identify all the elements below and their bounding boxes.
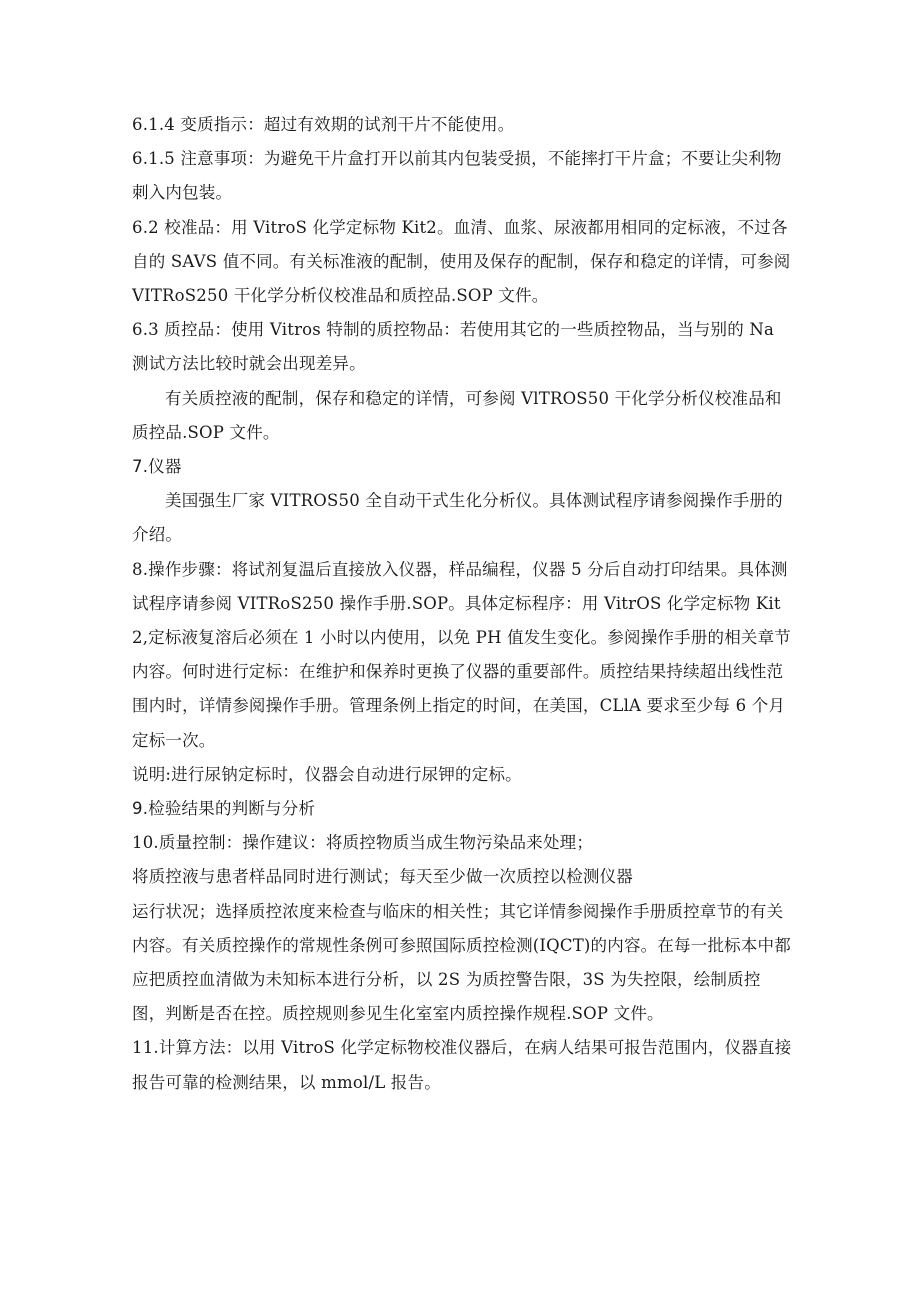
heading-7-instrument: 7.仪器 bbox=[132, 457, 182, 477]
paragraph-11-calculation: 11.计算方法：以用 VitroS 化学定标物校准仪器后，在病人结果可报告范围内，仪器直接报告可靠的检测结果，以 mmol/L 报告。 bbox=[132, 1038, 792, 1092]
paragraph-6-2-calibrator: 6.2 校准品：用 VitroS 化学定标物 Kit2。血清、血浆、尿液都用相同的定标液，不过各自的 SAVS 值不同。有关标准液的配制，使用及保存的配制，保存和稳定的详情，可参阅 VITRoS250 干化学分析仪校准品和质控品.SOP 文件。 bbox=[132, 217, 791, 306]
paragraph-note: 说明:进行尿钠定标时，仪器会自动进行尿钾的定标。 bbox=[132, 764, 522, 784]
paragraph-10-quality-control: 10.质量控制：操作建议：将质控物质当成生物污染品来处理； bbox=[132, 833, 594, 853]
paragraph-qc-details: 运行状况；选择质控浓度来检查与临床的相关性；其它详情参阅操作手册质控章节的有关内容。有关质控操作的常规性条例可参照国际质控检测(IQCT)的内容。在每一批标本中都应把质控血清做为未知标本进行分析，以 2S 为质控警告限，3S 为失控限，绘制质控图，判断是否在控。质控规则参见生化室室内质控操作规程.SOP 文件。 bbox=[132, 901, 791, 1024]
paragraph-8-procedure: 8.操作步骤：将试剂复温后直接放入仪器，样品编程，仪器 5 分后自动打印结果。具体测试程序请参阅 VITRoS250 操作手册.SOP。具体定标程序：用 VitrOS 化学定标物 Kit2,定标液复溶后必须在 1 小时以内使用，以免 PH 值发生变化。参阅操作手册的相关章节内容。何时进行定标：在维护和保养时更换了仪器的重要部件。质控结果持续超出线性范围内时，详情参阅操作手册。管理条例上指定的时间，在美国，CLlA 要求至少每 6 个月定标一次。 bbox=[132, 559, 792, 750]
document-body bbox=[132, 108, 792, 1100]
paragraph-6-1-4: 6.1.4 变质指示：超过有效期的试剂干片不能使用。 bbox=[132, 115, 515, 134]
heading-9-result-analysis: 9.检验结果的判断与分析 bbox=[132, 799, 316, 819]
paragraph-qc-test: 将质控液与患者样品同时进行测试；每天至少做一次质控以检测仪器 bbox=[132, 867, 633, 887]
paragraph-6-1-5: 6.1.5 注意事项：为避免干片盒打开以前其内包装受损，不能摔打干片盒；不要让尖利物刺入内包装。 bbox=[132, 149, 782, 203]
paragraph-6-3-control: 6.3 质控品：使用 Vitros 特制的质控物品：若使用其它的一些质控物品，当与别的 Na 测试方法比较时就会出现差异。 bbox=[132, 320, 775, 374]
paragraph-instrument-desc: 美国强生厂家 VITROS50 全自动干式生化分析仪。具体测试程序请参阅操作手册的介绍。 bbox=[132, 491, 783, 545]
paragraph-control-prep: 有关质控液的配制，保存和稳定的详情，可参阅 VlTROS50 干化学分析仪校准品和质控品.SOP 文件。 bbox=[132, 388, 782, 442]
